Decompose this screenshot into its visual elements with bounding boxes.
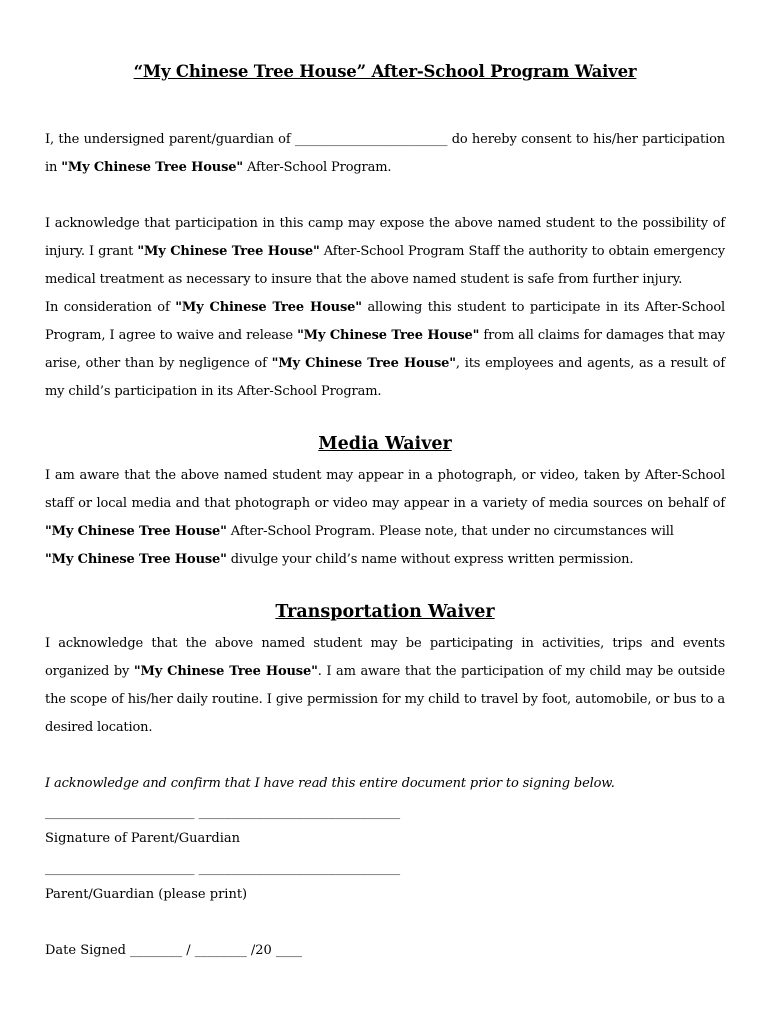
student-name-blank[interactable]: ________________________ — [290, 132, 452, 147]
print-name-line[interactable]: _______________________ _______________________________ — [45, 861, 401, 876]
injury-paragraph: I acknowledge that participation in this camp may expose the above named student to the possibility of injury. I grant "My Chinese Tree House" After-School Program Staff the authority to obtain emergency medical treatment as necessary to insure that the above named student is safe from further injury. — [45, 216, 725, 287]
date-signed-field[interactable]: Date Signed ________ / ________ /20 ____ — [45, 943, 302, 958]
signature-label: Signature of Parent/Guardian — [45, 831, 241, 846]
confirmation-statement: I acknowledge and confirm that I have read this entire document prior to signing below. — [45, 776, 615, 791]
transportation-waiver-paragraph: I acknowledge that the above named student may be participating in activities, trips and events organized by "My Chinese Tree House". I am aware that the participation of my child may be outside the scope of his/her daily routine. I give permission for my child to travel by foot, automobile, or bus to a desired location. — [45, 636, 725, 735]
print-name-label: Parent/Guardian (please print) — [45, 887, 248, 902]
media-waiver-paragraph: I am aware that the above named student may appear in a photograph, or video, taken by After-School staff or local media and that photograph or video may appear in a variety of media sources on behalf of "My Chinese Tree House" After-School Program. Please note, that under no circumstances will "My Chinese Tree House" divulge your child’s name without express written permission. — [45, 468, 725, 567]
media-waiver-heading: Media Waiver — [318, 434, 452, 454]
page-title: “My Chinese Tree House” After-School Program Waiver — [133, 62, 637, 81]
transportation-waiver-heading: Transportation Waiver — [275, 602, 495, 622]
consent-paragraph: I, the undersigned parent/guardian of ________________________ do hereby consent to his/her participation in "My Chinese Tree House" After-School Program. — [45, 132, 725, 175]
signature-line[interactable]: _______________________ _______________________________ — [45, 805, 401, 820]
release-paragraph: In consideration of "My Chinese Tree House" allowing this student to participate in its After-School Program, I agree to waive and release "My Chinese Tree House" from all claims for damages that may arise, other than by negligence of "My Chinese Tree House", its employees and agents, as a result of my child’s participation in its After-School Program. — [45, 300, 725, 399]
